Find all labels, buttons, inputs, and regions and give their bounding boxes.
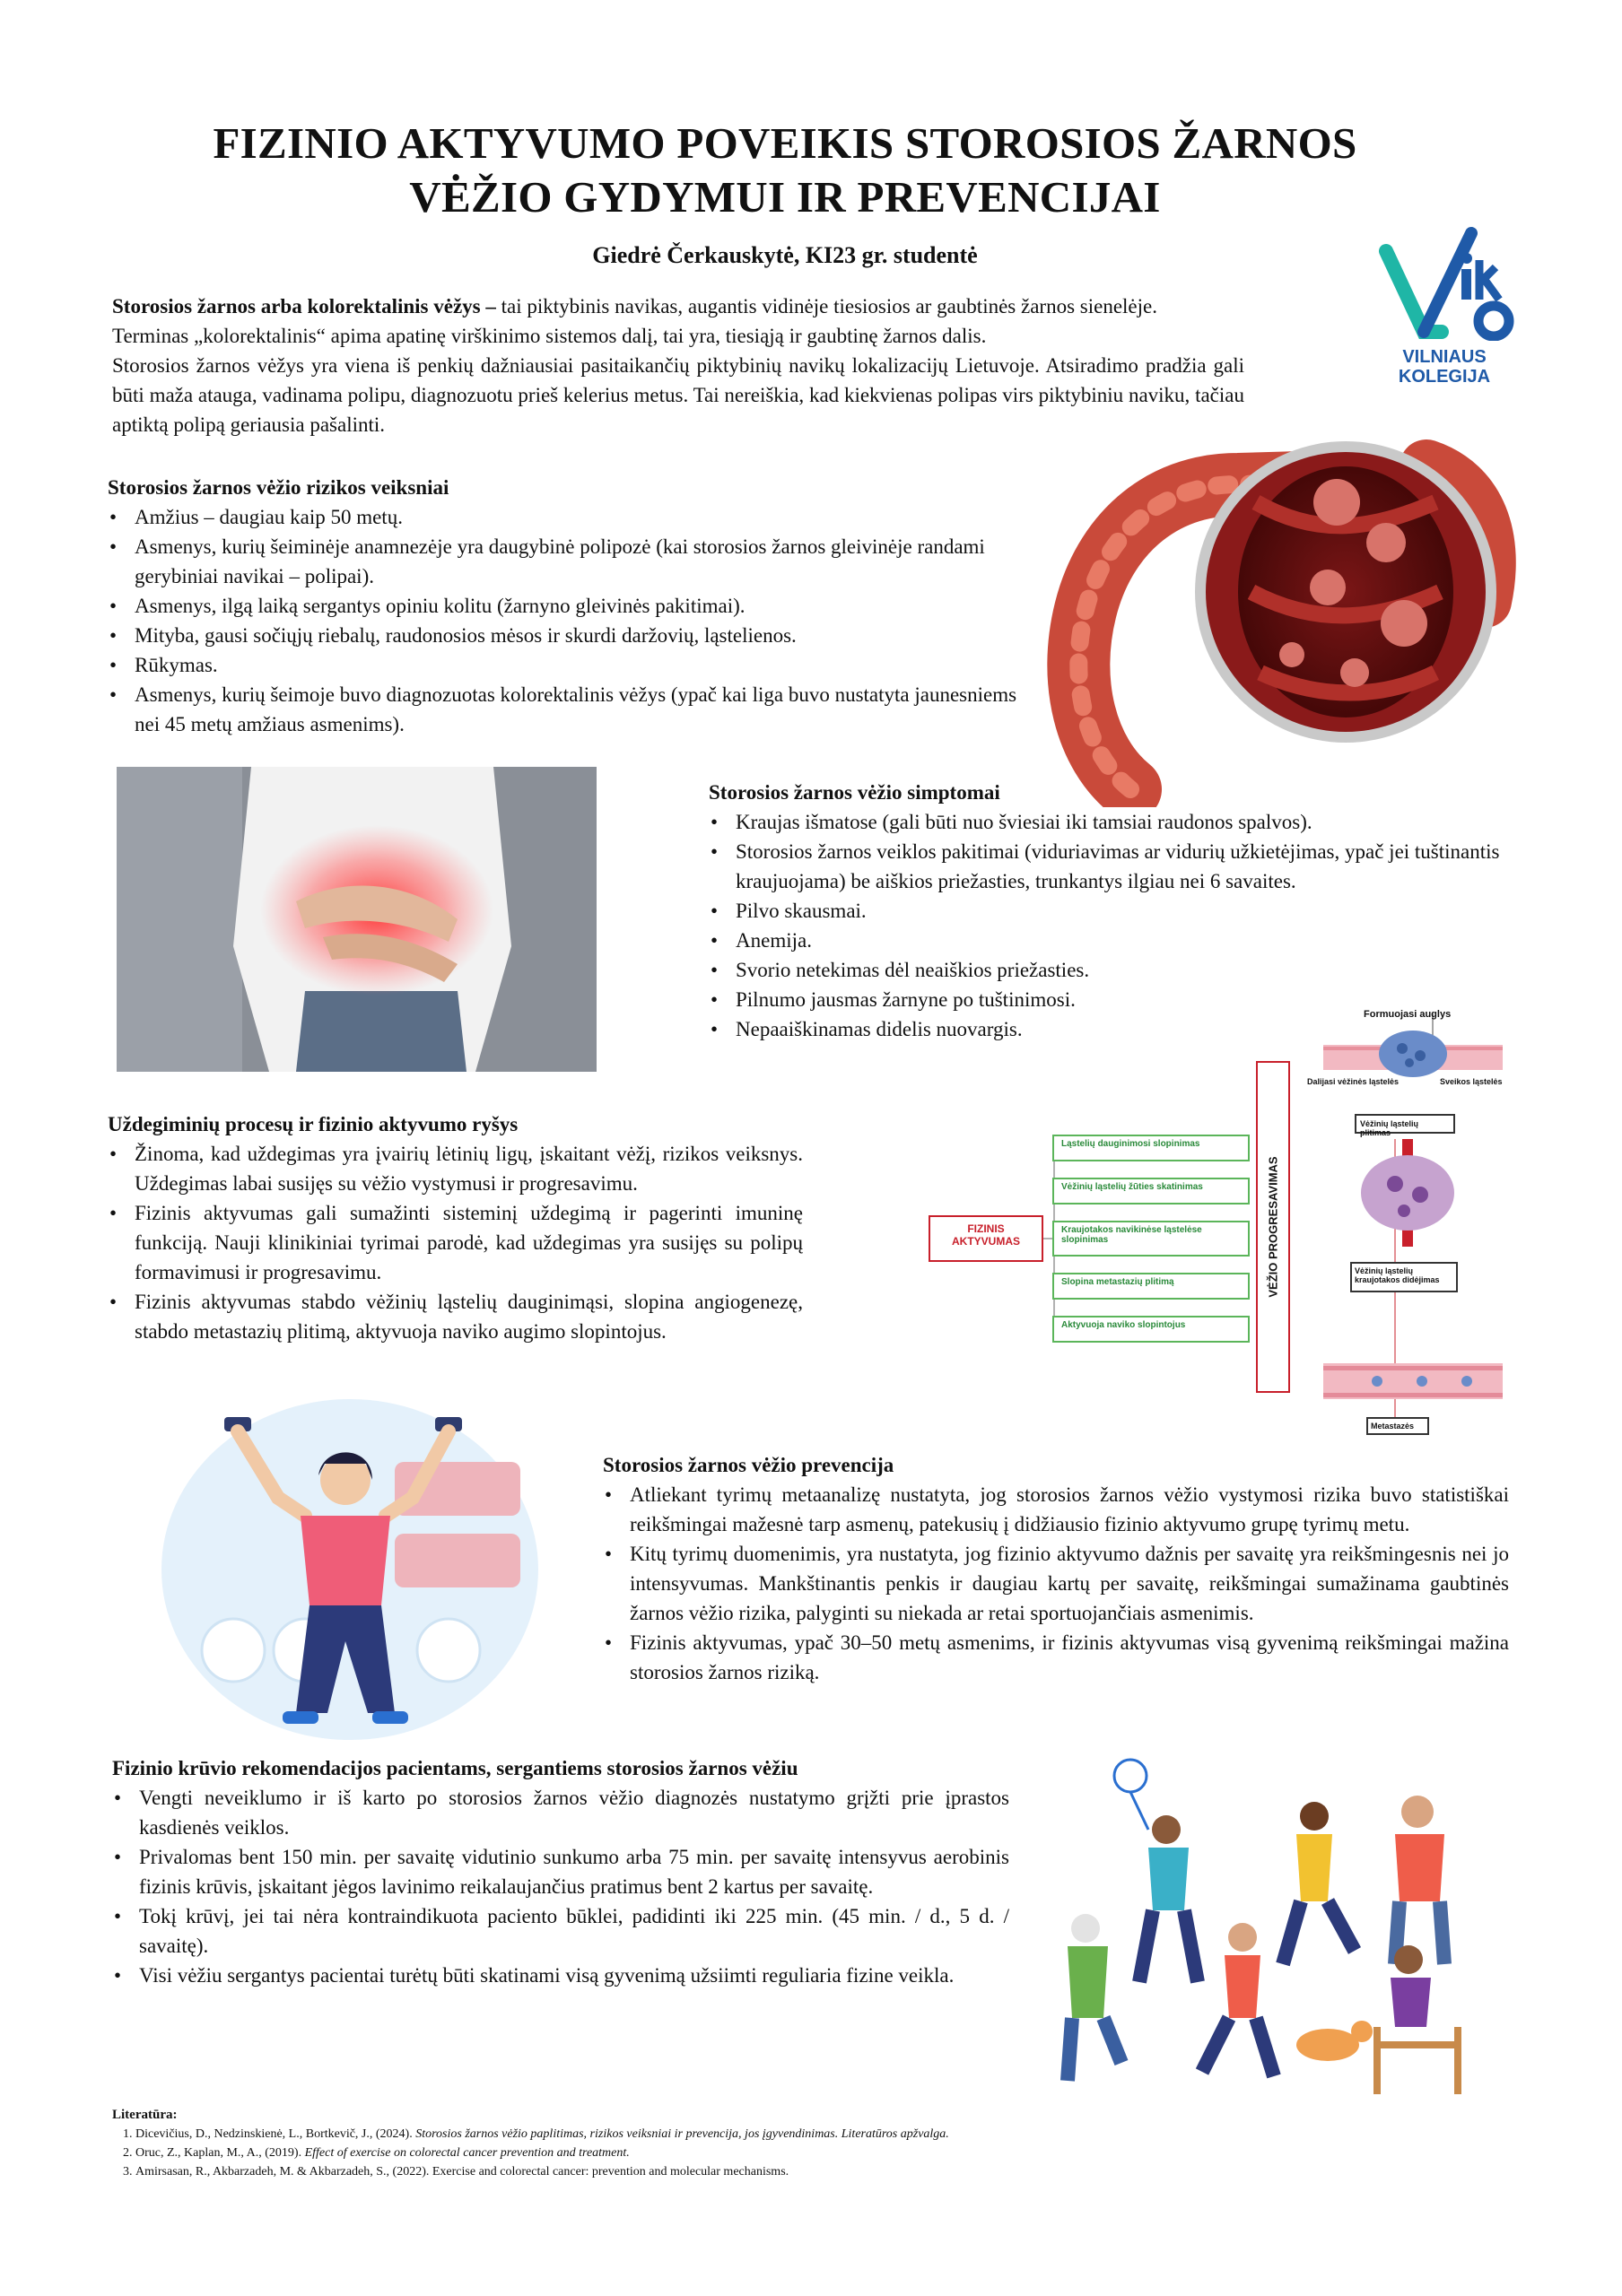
references-list bbox=[112, 2125, 1099, 2181]
list-item: • Pilnumo jausmas žarnyne po tuštinimosi. bbox=[709, 985, 1507, 1014]
physical-activity-box: FIZINIS AKTYVUMAS bbox=[929, 1215, 1043, 1262]
list-item: • Tokį krūvį, jei tai nėra kontraindikuota paciento būklei, padidinti iki 225 min. (45 min. / d., 5 d. / savaitę). bbox=[112, 1901, 1009, 1961]
stage-label-healthy: Sveikos ląstelės bbox=[1440, 1077, 1503, 1086]
effect-box-4: Slopina metastazių plitimą bbox=[1052, 1273, 1250, 1300]
title-line-1: FIZINIO AKTYVUMO POVEIKIS STOROSIOS ŽARNOS bbox=[213, 118, 1357, 168]
references-section bbox=[112, 2106, 1099, 2181]
inflammation-section bbox=[108, 1109, 803, 1346]
inflammation-title: Uždegiminių procesų ir fizinio aktyvumo ryšys bbox=[108, 1113, 519, 1135]
list-item: • Kitų tyrimų duomenimis, yra nustatyta, jog fizinio aktyvumo dažnis per savaitę yra reikšmingesnis nei jo intensyvumas. Mankštinantis penkis ir daugiau kartų per savaitę, reikšmingai sumažinama gaubtinės žarnos vėžio rizika, palyginti su niekada ar retai sportuojančiais asmenimis. bbox=[603, 1539, 1509, 1628]
list-item: • Asmenys, ilgą laiką sergantys opiniu kolitu (žarnyno gleivinės pakitimai). bbox=[108, 591, 1023, 621]
reference-item: 1. Dicevičius, D., Nedzinskienė, L., Bortkevič, J., (2024). Storosios žarnos vėžio paplitimas, rizikos veiksniai ir prevencija, jos įgyvendinimas. Literatūros apžvalga. bbox=[135, 2125, 1099, 2144]
symptoms-section bbox=[709, 778, 1507, 1044]
list-item: • Nepaaiškinamas didelis nuovargis. bbox=[709, 1014, 1507, 1044]
intro-paragraph-3: Storosios žarnos vėžys yra viena iš penkių dažniausiai pasitaikančių piktybinių navikų lokalizacijų Lietuvoje. Atsiradimo pradžia gali būti maža atauga, vadinama polipu, diagnozuotu prieš kelerius metus. Tai nereiškia, kad kiekvienas polipas virs piktybiniu naviku, tačiau aptiktą polipą geriausia pašalinti. bbox=[112, 354, 1244, 436]
active-people-illustration bbox=[1023, 1749, 1516, 2100]
stage-box-metastasis: Metastazės bbox=[1366, 1417, 1429, 1435]
intro-bold-term: Storosios žarnos arba kolorektalinis vėžys – bbox=[112, 295, 496, 317]
list-item: • Žinoma, kad uždegimas yra įvairių lėtinių ligų, įskaitant vėžį, rizikos veiksnys. Uždegimas labai susijęs su vėžio vystymusi ir progresavimu. bbox=[108, 1139, 803, 1198]
stage-box-blood-flow: Vėžinių ląstelių kraujotakos didėjimas bbox=[1350, 1262, 1458, 1292]
prevention-section bbox=[603, 1450, 1509, 1687]
list-item: • Fizinis aktyvumas, ypač 30–50 metų asmenims, ir fizinis aktyvumas visą gyvenimą reikšmingai mažina storosios žarnos riziką. bbox=[603, 1628, 1509, 1687]
stage-label-dividing: Dalijasi vėžinės ląstelės bbox=[1307, 1077, 1400, 1086]
stage-top-label: Formuojasi auglys bbox=[1364, 1009, 1452, 1020]
list-item: • Rūkymas. bbox=[108, 650, 1023, 680]
inflammation-list bbox=[108, 1139, 803, 1346]
list-item: • Mityba, gausi sočiųjų riebalų, raudonosios mėsos ir skurdi daržovių, ląstelienos. bbox=[108, 621, 1023, 650]
prevention-title: Storosios žarnos vėžio prevencija bbox=[603, 1454, 894, 1476]
list-item: • Amžius – daugiau kaip 50 metų. bbox=[108, 502, 1023, 532]
tumor-forming-graphic bbox=[1323, 1027, 1503, 1081]
risk-factors-section bbox=[108, 473, 1023, 739]
effect-box-2: Vėžinių ląstelių žūties skatinimas bbox=[1052, 1178, 1250, 1205]
title-line-2: VĖŽIO GYDYMUI IR PREVENCIJAI bbox=[409, 172, 1161, 222]
risk-list bbox=[108, 502, 1023, 739]
intro-section bbox=[112, 291, 1244, 439]
progression-label: VĖŽIO PROGRESAVIMAS bbox=[1266, 1156, 1280, 1298]
effect-box-1: Ląstelių dauginimosi slopinimas bbox=[1052, 1135, 1250, 1161]
effect-box-3: Kraujotakos navikinėse ląstelėse slopinimas bbox=[1052, 1221, 1250, 1257]
list-item: • Fizinis aktyvumas stabdo vėžinių ląstelių dauginimąsi, slopina angiogenezę, stabdo metastazių plitimą, aktyvuoja naviko augimo slopintojus. bbox=[108, 1287, 803, 1346]
list-item: • Atliekant tyrimų metaanalizę nustatyta, jog storosios žarnos vėžio vystymosi rizika buvo statistiškai reikšmingai mažesnė tarp asmenų, patekusių į didžiausio fizinio aktyvumo grupę tyrimų metu. bbox=[603, 1480, 1509, 1539]
poster-title bbox=[108, 117, 1462, 224]
logo-line-2: KOLEGIJA bbox=[1398, 367, 1491, 387]
viko-logo-mark bbox=[1359, 224, 1530, 341]
list-item: • Svorio netekimas dėl neaiškios priežasties. bbox=[709, 955, 1507, 985]
list-item: • Asmenys, kurių šeiminėje anamnezėje yra daugybinė polipozė (kai storosios žarnos gleivinėje randami gerybiniai navikai – polipai). bbox=[108, 532, 1023, 591]
intro-p1-text: tai piktybinis navikas, augantis vidinėje tiesiosios ar gaubtinės žarnos sienelėje. bbox=[495, 295, 1157, 317]
list-item: • Vengti neveiklumo ir iš karto po storosios žarnos vėžio diagnozės nustatymo grįžti prie įprastos kasdienės veiklos. bbox=[112, 1783, 1009, 1842]
intro-paragraph-2: Terminas „kolorektalinis“ apima apatinę virškinimo sistemos dalį, tai yra, tiesiąją ir gaubtinę žarnos dalis. bbox=[112, 325, 987, 347]
exercising-woman-illustration bbox=[126, 1381, 556, 1740]
recommendations-section bbox=[112, 1753, 1009, 1990]
prevention-list bbox=[603, 1480, 1509, 1687]
reference-item: 2. Oruc, Z., Kaplan, M., A., (2019). Effect of exercise on colorectal cancer prevention and treatment. bbox=[135, 2144, 1099, 2162]
list-item: • Pilvo skausmai. bbox=[709, 896, 1507, 926]
symptoms-title: Storosios žarnos vėžio simptomai bbox=[709, 781, 1000, 804]
reference-item: 3. Amirsasan, R., Akbarzadeh, M. & Akbarzadeh, S., (2022). Exercise and colorectal cancer: prevention and molecular mechanisms. bbox=[135, 2162, 1099, 2181]
list-item: • Kraujas išmatose (gali būti nuo šviesiai iki tamsiai raudonos spalvos). bbox=[709, 807, 1507, 837]
recommendations-list bbox=[112, 1783, 1009, 1990]
progression-vertical-bar bbox=[1256, 1061, 1290, 1393]
list-item: • Visi vėžiu sergantys pacientai turėtų būti skatinami visą gyvenimą užsiimti reguliaria fizine veikla. bbox=[112, 1961, 1009, 1990]
vilniaus-kolegija-logo bbox=[1359, 224, 1530, 390]
stage-box-spread: Vėžinių ląstelių plitimas bbox=[1355, 1114, 1455, 1134]
risk-title: Storosios žarnos vėžio rizikos veiksniai bbox=[108, 476, 449, 499]
list-item: • Asmenys, kurių šeimoje buvo diagnozuotas kolorektalinis vėžys (ypač kai liga buvo nustatyta jaunesniems nei 45 metų amžiaus asmenims). bbox=[108, 680, 1023, 739]
metastasis-vessel-graphic bbox=[1323, 1350, 1503, 1413]
activity-progression-diagram bbox=[929, 1009, 1503, 1475]
list-item: • Fizinis aktyvumas gali sumažinti sisteminį uždegimą ir pagerinti imuninę funkciją. Nauji klinikiniai tyrimai parodė, kad uždegimas yra susijęs su polipų formavimusi ir progresavimu. bbox=[108, 1198, 803, 1287]
intro-paragraph-1 bbox=[112, 291, 1244, 321]
tumor-spread-graphic bbox=[1350, 1139, 1467, 1247]
effect-box-5: Aktyvuoja naviko slopintojus bbox=[1052, 1316, 1250, 1343]
abdominal-pain-photo bbox=[117, 767, 597, 1072]
list-item: • Anemija. bbox=[709, 926, 1507, 955]
logo-line-1: VILNIAUS bbox=[1402, 347, 1487, 367]
recommendations-title: Fizinio krūvio rekomendacijos pacientams, sergantiems storosios žarnos vėžiu bbox=[112, 1757, 798, 1779]
list-item: • Privalomas bent 150 min. per savaitę vidutinio sunkumo arba 75 min. per savaitę intensyvus aerobinis fizinis krūvis, įskaitant jėgos lavinimo reikalaujančius pratimus bent 2 kartus per savaitę. bbox=[112, 1842, 1009, 1901]
colon-illustration bbox=[1032, 430, 1543, 807]
author: Giedrė Čerkauskytė, KI23 gr. studentė bbox=[592, 242, 978, 268]
list-item: • Storosios žarnos veiklos pakitimai (viduriavimas ar vidurių užkietėjimas, ypač jei tuštinantis kraujuojama) be aiškios priežasties, trunkantys ilgiau nei 6 savaites. bbox=[709, 837, 1507, 896]
references-title: Literatūra: bbox=[112, 2108, 178, 2122]
